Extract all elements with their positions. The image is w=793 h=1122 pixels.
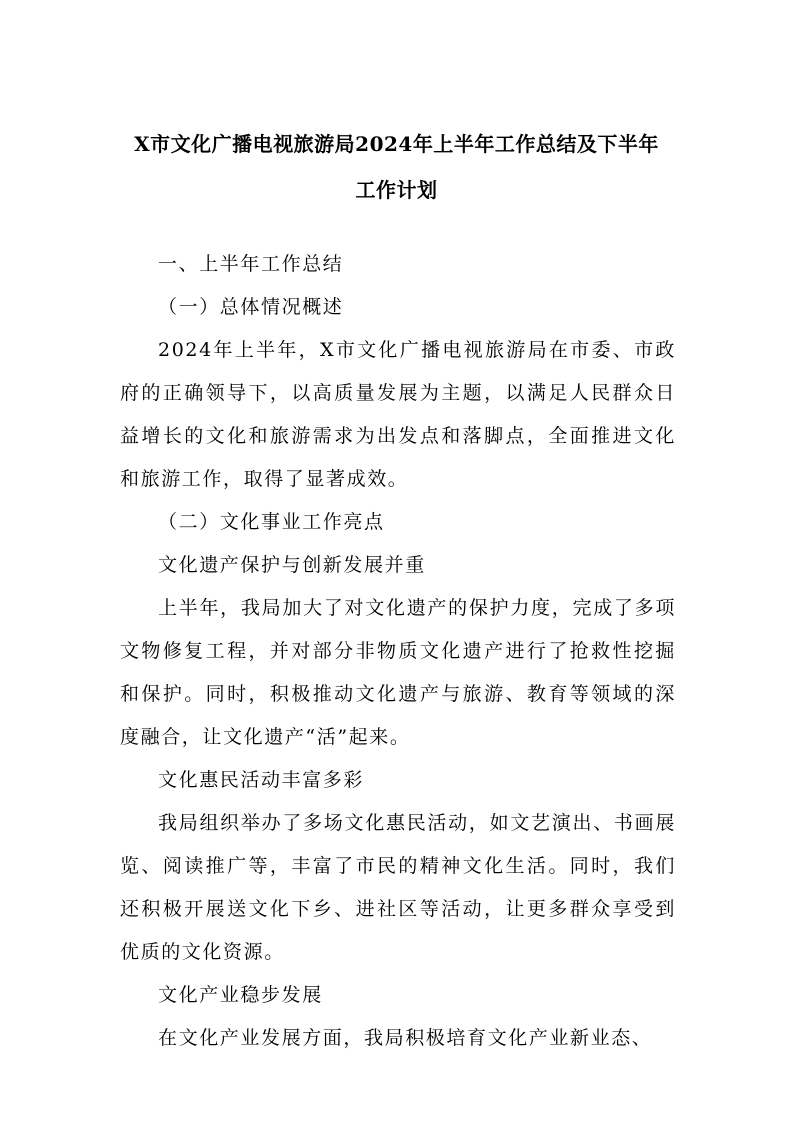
section-heading-summary: 一、上半年工作总结: [158, 253, 344, 275]
paragraph-heritage: 上半年，我局加大了对文化遗产的保护力度，完成了多项文物修复工程，并对部分非物质文化遗产进行了抢救性挖掘和保护。同时，积极推动文化遗产与旅游、教育等领域的深度融合，让文化遗产“活”起来。: [120, 597, 676, 748]
paragraph-overview: 2024年上半年，X市文化广播电视旅游局在市委、市政府的正确领导下，以高质量发展为主题，以满足人民群众日益增长的文化和旅游需求为出发点和落脚点，全面推进文化和旅游工作，取得了显著成效。: [120, 339, 676, 490]
item-heading-heritage: 文化遗产保护与创新发展并重: [158, 554, 426, 576]
item-heading-industry: 文化产业稳步发展: [158, 984, 323, 1006]
item-heading-public-activities: 文化惠民活动丰富多彩: [158, 769, 365, 791]
paragraph-public-activities: 我局组织举办了多场文化惠民活动，如文艺演出、书画展览、阅读推广等，丰富了市民的精神文化生活。同时，我们还积极开展送文化下乡、进社区等活动，让更多群众享受到优质的文化资源。: [120, 812, 676, 963]
document-body: [120, 243, 676, 1060]
subsection-heading-overview: （一）总体情况概述: [158, 296, 344, 318]
paragraph-industry: 在文化产业发展方面，我局积极培育文化产业新业态、: [158, 1027, 653, 1049]
document-title-line-2: 工作计划: [355, 178, 438, 202]
subsection-heading-highlights: （二）文化事业工作亮点: [158, 511, 385, 533]
document-title-line-1: X市文化广播电视旅游局2024年上半年工作总结及下半年: [134, 132, 659, 156]
